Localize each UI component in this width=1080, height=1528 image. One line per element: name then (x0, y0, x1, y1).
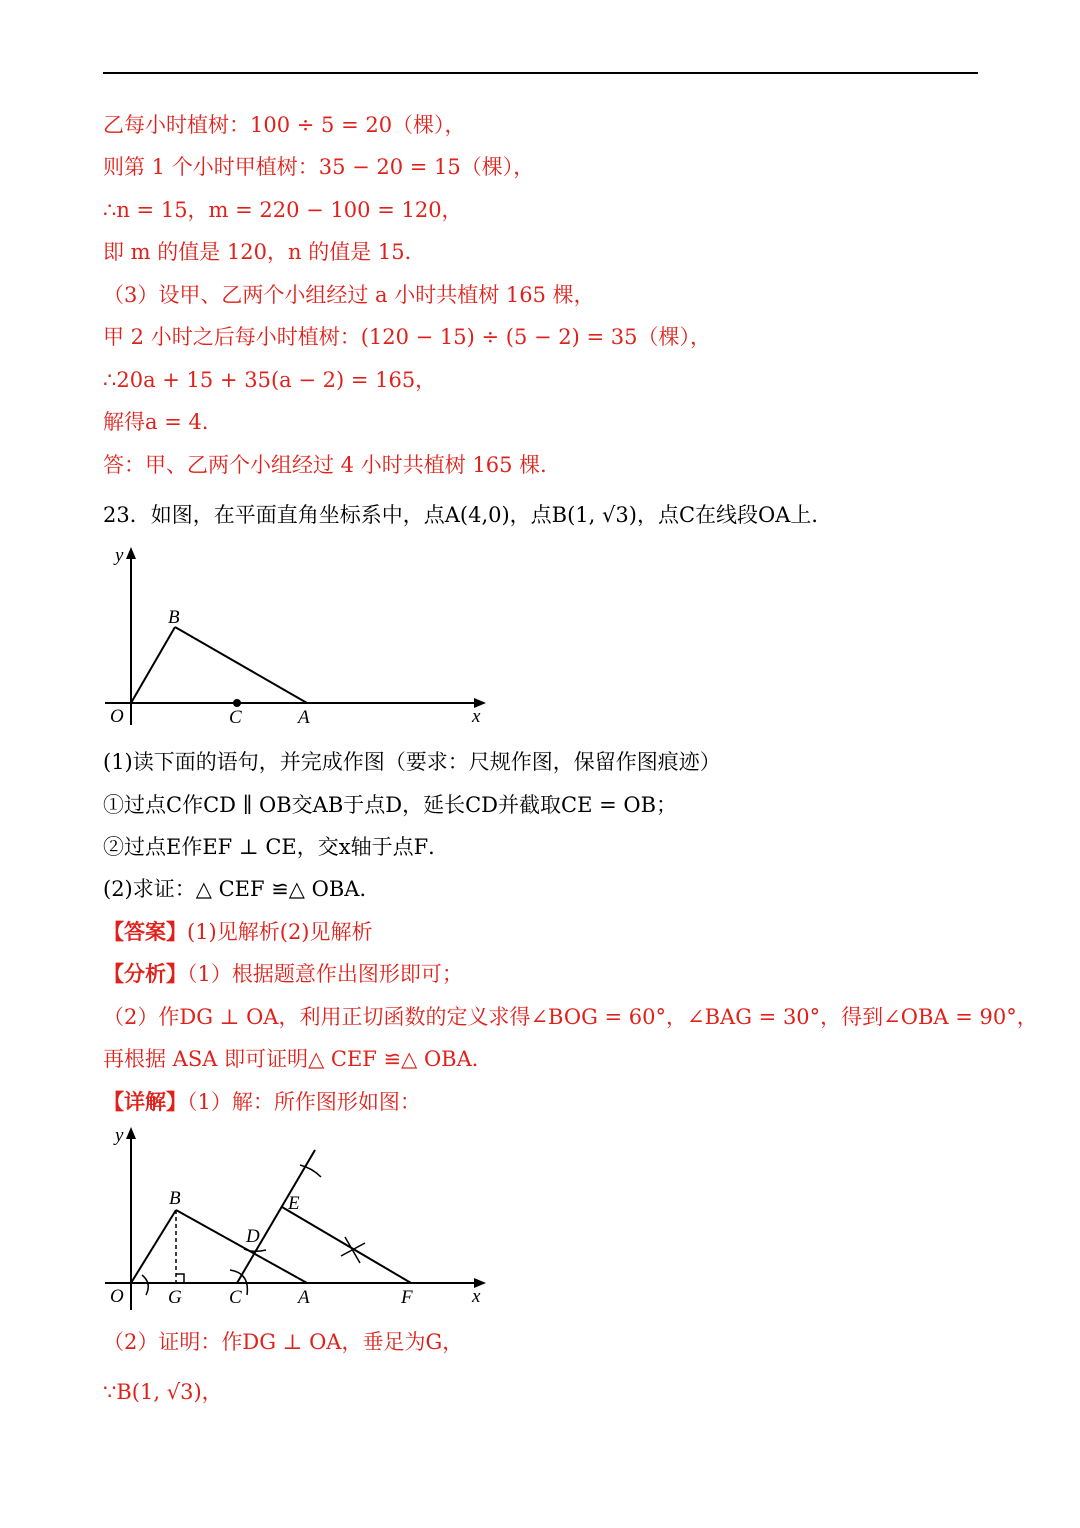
question-step-2: ②过点E作EF ⊥ CE，交x轴于点F． (103, 835, 450, 859)
detail-line-3: ∵B(1, √3)， (103, 1380, 223, 1404)
fig2-label-B: B (169, 1188, 181, 1209)
fig2-label-x: x (472, 1286, 481, 1307)
fig2-label-A: A (298, 1287, 310, 1308)
fig1-label-B: B (168, 607, 180, 628)
prev-solution-line-4: 即 m 的值是 120，n 的值是 15． (103, 240, 426, 264)
fig2-label-D: D (246, 1226, 260, 1247)
fig2-arc-O (142, 1275, 148, 1295)
analysis-line-3: 再根据 ASA 即可证明△ CEF ≌△ OBA． (103, 1047, 493, 1071)
prev-solution-line-9: 答：甲、乙两个小组经过 4 小时共植树 165 棵． (103, 453, 562, 477)
fig1-segment-OB (131, 627, 175, 703)
fig1-label-x: x (472, 706, 481, 727)
fig1-label-A: A (298, 707, 310, 728)
fig2-label-y: y (115, 1125, 124, 1146)
question-stem: 23．如图，在平面直角坐标系中，点A(4,0)，点B(1, √3)，点C在线段OA上． (103, 503, 833, 527)
prev-solution-line-3: ∴n = 15，m = 220 − 100 = 120， (103, 198, 463, 222)
prev-solution-line-8: 解得a = 4． (103, 410, 223, 434)
fig1-label-y: y (115, 545, 124, 566)
fig2-label-O: O (110, 1286, 124, 1307)
analysis-line-1 (103, 959, 463, 989)
detail-text-1: （1）解：所作图形如图： (187, 1090, 421, 1114)
figure-1 (100, 545, 500, 730)
fig1-y-arrow (126, 547, 136, 559)
detail-line-1 (103, 1087, 421, 1117)
answer-tag: 【答案】 (103, 919, 187, 944)
question-part-2: (2)求证：△ CEF ≌△ OBA． (103, 877, 381, 901)
header-rule (103, 72, 978, 74)
prev-solution-line-2: 则第 1 个小时甲植树：35 − 20 = 15（棵）， (103, 155, 535, 179)
answer-line (103, 917, 373, 947)
question-part-1: (1)读下面的语句，并完成作图（要求：尺规作图，保留作图痕迹） (103, 750, 721, 774)
question-step-1: ①过点C作CD ∥ OB交AB于点D，延长CD并截取CE = OB； (103, 793, 678, 817)
analysis-tag: 【分析】 (103, 961, 187, 986)
analysis-line-2: （2）作DG ⊥ OA，利用正切函数的定义求得∠BOG = 60°，∠BAG = 30°，得到∠OBA = 90°， (103, 1005, 1038, 1029)
fig2-y-arrow (126, 1127, 136, 1139)
fig1-point-C (233, 699, 241, 707)
fig1-label-C: C (229, 707, 242, 728)
fig2-label-E: E (288, 1193, 300, 1214)
prev-solution-line-7: ∴20a + 15 + 35(a − 2) = 165， (103, 368, 437, 392)
detail-line-2: （2）证明：作DG ⊥ OA，垂足为G， (103, 1330, 464, 1354)
fig2-right-angle-mark (176, 1274, 184, 1283)
fig2-line-CE (237, 1150, 315, 1283)
fig2-label-C: C (229, 1287, 242, 1308)
prev-solution-line-5: （3）设甲、乙两个小组经过 a 小时共植树 165 棵， (103, 283, 595, 307)
figure-2 (100, 1125, 500, 1315)
fig1-segment-BA (175, 627, 307, 703)
fig2-label-F: F (401, 1287, 413, 1308)
fig2-segment-OB (131, 1210, 176, 1283)
detail-tag: 【详解】 (103, 1089, 187, 1114)
fig1-label-O: O (110, 706, 124, 727)
prev-solution-line-6: 甲 2 小时之后每小时植树：(120 − 15) ÷ (5 − 2) = 35（棵）， (103, 325, 712, 349)
analysis-text-1: （1）根据题意作出图形即可； (187, 962, 463, 986)
fig2-segment-EF (282, 1207, 411, 1283)
prev-solution-line-1: 乙每小时植树：100 ÷ 5 = 20（棵）， (103, 113, 466, 137)
answer-text: (1)见解析(2)见解析 (187, 920, 373, 944)
fig2-segment-BA (176, 1210, 307, 1283)
fig2-label-G: G (168, 1287, 182, 1308)
